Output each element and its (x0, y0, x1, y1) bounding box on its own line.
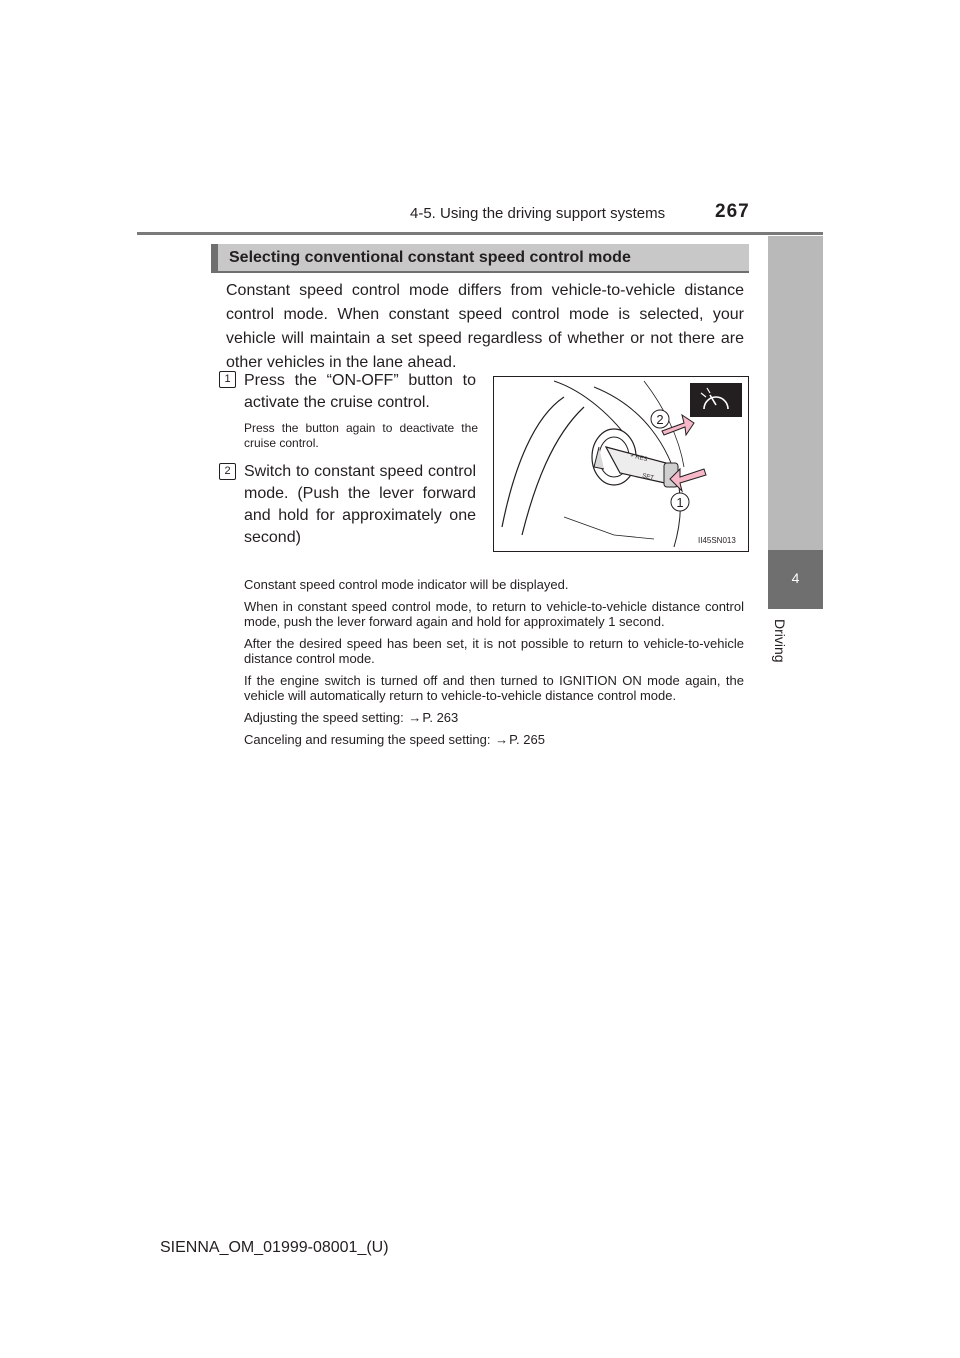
reference-canceling[interactable] (244, 732, 744, 747)
reference-page-link[interactable]: P. 263 (422, 710, 459, 725)
reference-adjusting[interactable] (244, 710, 744, 725)
chapter-label (770, 619, 794, 669)
reference-text: Canceling and resuming the speed setting: (244, 732, 491, 747)
header-section-title: 4-5. Using the driving support systems (410, 205, 666, 222)
chapter-number: 4 (791, 570, 800, 586)
step-number-1: 1 (219, 371, 236, 388)
chapter-label-text: Driving (772, 619, 788, 663)
side-strip (768, 236, 823, 676)
note-item: If the engine switch is turned off and then turned to IGNITION ON mode again, the vehicle will automatically return to vehicle-to-vehicle distance control mode. (244, 673, 744, 703)
speed-indicator-display (690, 383, 742, 417)
note-item: After the desired speed has been set, it is not possible to return to vehicle-to-vehicle distance control mode. (244, 636, 744, 666)
figure-code: II45SN013 (698, 536, 736, 545)
header-rule (137, 232, 823, 235)
section-underline (211, 271, 749, 273)
cruise-lever-figure (493, 376, 749, 552)
note-item: Constant speed control mode indicator will be displayed. (244, 577, 569, 592)
step-note-1: Press the button again to deactivate the cruise control. (244, 421, 478, 450)
section-heading-text: Selecting conventional constant speed control mode (229, 249, 631, 266)
note-item: When in constant speed control mode, to return to vehicle-to-vehicle distance control mode, push the lever forward again and hold for approximately 1 second. (244, 599, 744, 629)
chapter-tab[interactable] (768, 550, 823, 609)
step-text-2: Switch to constant speed control mode. (Push the lever forward and hold for approximately one second) (244, 463, 476, 546)
callout-2-label: 2 (656, 412, 664, 427)
lever-label-res: + RES (629, 453, 648, 464)
arrow-icon: → (495, 732, 509, 747)
lever-label-set: SET (641, 473, 655, 482)
callout-1-label: 1 (676, 495, 684, 510)
step-number-2: 2 (219, 463, 236, 480)
intro-paragraph: Constant speed control mode differs from vehicle-to-vehicle distance control mode. When constant speed control mode is selected, your vehicle will maintain a set speed regardless of whether or not there are other vehicles in the lane ahead. (226, 282, 744, 371)
page-number: 267 (715, 201, 750, 222)
reference-text: Adjusting the speed setting: (244, 710, 404, 725)
steering-lever-illustration (494, 377, 750, 553)
arrow-icon: → (408, 710, 422, 725)
footer-doc-code: SIENNA_OM_01999-08001_(U) (160, 1239, 389, 1256)
section-heading (211, 244, 749, 272)
notes-list (244, 577, 744, 754)
step-text-1: Press the “ON-OFF” button to activate the cruise control. (244, 372, 476, 411)
reference-page-link[interactable]: P. 265 (509, 732, 545, 747)
